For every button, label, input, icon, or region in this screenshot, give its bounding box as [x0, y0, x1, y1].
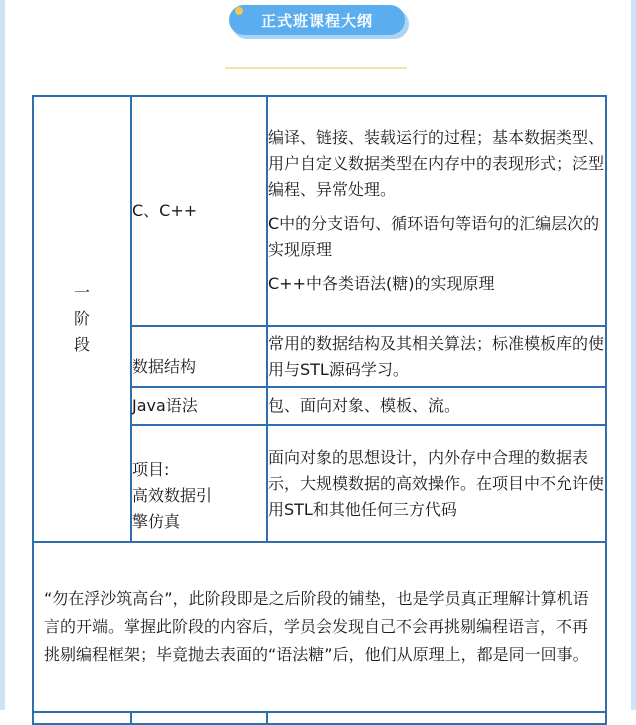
description-text: 编译、链接、装载运行的过程；基本数据类型、用户自定义数据类型在内存中的表现形式；泛型编程、异常处理。 — [268, 128, 605, 199]
page-frame-left — [0, 0, 5, 710]
page-title: 正式班课程大纲 — [229, 5, 405, 35]
topic-label: 项目: — [132, 460, 170, 479]
description-text: 包、面向对象、模板、流。 — [268, 396, 461, 415]
summary-text: “勿在浮沙筑高台”，此阶段即是之后阶段的铺垫，也是学员真正理解计算机语言的开端。掌握此阶段的内容后，学员会发现自己不会再挑剔编程语言，不再挑剔编程框架；毕竟抛去表面的“语法糖”后，他们从原理上，都是同一回事。 — [44, 589, 589, 664]
description-cell — [267, 387, 606, 425]
topic-label: 擎仿真 — [132, 512, 181, 531]
title-divider — [225, 67, 407, 69]
table-cell — [267, 712, 606, 724]
topic-label: Java语法 — [132, 396, 198, 415]
description-cell — [267, 326, 606, 387]
table-row — [33, 96, 606, 326]
stage-char: 一 — [73, 283, 90, 302]
stage-char: 段 — [73, 335, 90, 354]
title-badge — [229, 5, 409, 39]
stage-char: 阶 — [73, 309, 90, 328]
topic-cell — [131, 387, 267, 425]
description-text: 常用的数据结构及其相关算法；标准模板库的使用与STL源码学习。 — [268, 333, 605, 379]
topic-cell — [131, 326, 267, 387]
topic-label: 数据结构 — [132, 357, 197, 376]
table-cell — [33, 712, 131, 724]
stage-cell — [33, 96, 131, 542]
dot-icon — [235, 7, 243, 15]
topic-label: C、C++ — [132, 201, 198, 220]
topic-label: 高效数据引 — [132, 486, 213, 505]
topic-cell — [131, 425, 267, 542]
description-cell — [267, 96, 606, 326]
summary-cell — [33, 542, 606, 712]
curriculum-table — [32, 95, 607, 725]
table-row — [33, 542, 606, 712]
table-row — [33, 712, 606, 724]
table-cell — [131, 712, 267, 724]
topic-cell — [131, 96, 267, 326]
description-text: C中的分支语句、循环语句等语句的汇编层次的实现原理 — [268, 214, 600, 259]
description-cell — [267, 425, 606, 542]
description-text: 面向对象的思想设计，内外存中合理的数据表示，大规模数据的高效操作。在项目中不允许使用STL和其他任何三方代码 — [268, 447, 605, 519]
description-text: C++中各类语法(糖)的实现原理 — [268, 274, 495, 293]
page-frame-right — [631, 0, 636, 710]
